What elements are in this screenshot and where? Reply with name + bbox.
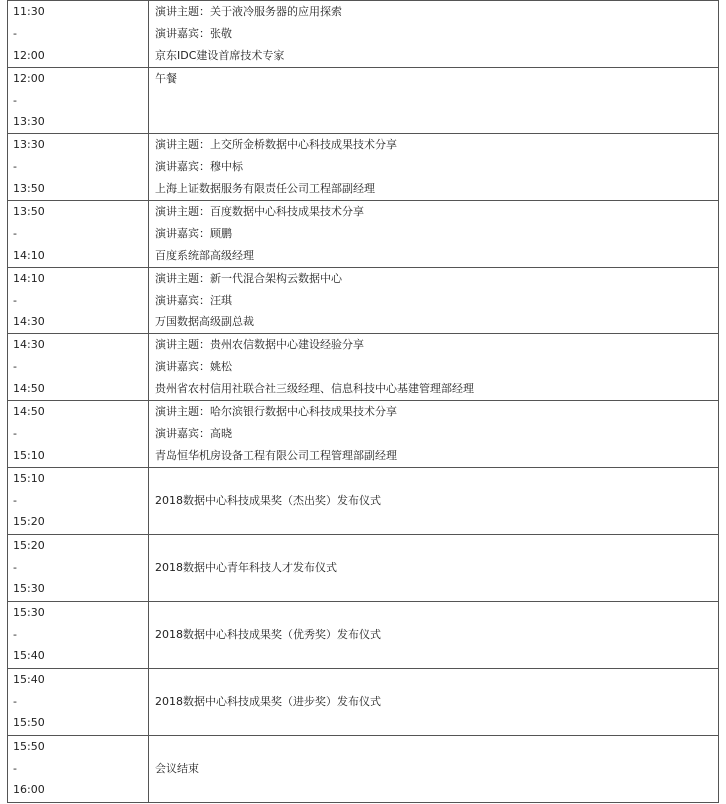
speaker-title: 百度系统部高级经理 xyxy=(155,248,254,262)
time-separator: - xyxy=(13,26,17,40)
start-time: 15:50 xyxy=(13,739,45,753)
end-time: 14:30 xyxy=(13,315,45,329)
time-separator: - xyxy=(13,761,17,775)
detail-cell xyxy=(149,668,719,735)
agenda-row xyxy=(8,735,719,802)
detail-cell xyxy=(149,401,719,468)
start-time: 15:10 xyxy=(13,471,45,485)
talk-speaker: 演讲嘉宾：张敬 xyxy=(155,26,232,40)
session-label: 2018数据中心科技成果奖（优秀奖）发布仪式 xyxy=(155,627,381,641)
time-cell xyxy=(8,134,149,201)
start-time: 13:50 xyxy=(13,205,45,219)
end-time: 14:10 xyxy=(13,248,45,262)
end-time: 13:50 xyxy=(13,182,45,196)
time-separator: - xyxy=(13,426,17,440)
time-separator: - xyxy=(13,627,17,641)
talk-topic: 演讲主题：新一代混合架构云数据中心 xyxy=(155,271,342,285)
time-cell xyxy=(8,334,149,401)
agenda-row xyxy=(8,534,719,601)
detail-cell xyxy=(149,267,719,334)
end-time: 15:50 xyxy=(13,716,45,730)
talk-speaker: 演讲嘉宾：顾鹏 xyxy=(155,226,232,240)
end-time: 12:00 xyxy=(13,48,45,62)
detail-cell xyxy=(149,467,719,534)
speaker-title: 上海上证数据服务有限责任公司工程部副经理 xyxy=(155,182,375,196)
time-separator: - xyxy=(13,160,17,174)
detail-cell xyxy=(149,134,719,201)
speaker-title: 贵州省农村信用社联合社三级经理、信息科技中心基建管理部经理 xyxy=(155,382,474,396)
start-time: 14:10 xyxy=(13,271,45,285)
speaker-title: 万国数据高级副总裁 xyxy=(155,315,254,329)
agenda-row xyxy=(8,668,719,735)
talk-topic: 演讲主题：哈尔滨银行数据中心科技成果技术分享 xyxy=(155,405,397,419)
talk-speaker: 演讲嘉宾：姚松 xyxy=(155,360,232,374)
start-time: 12:00 xyxy=(13,71,45,85)
end-time: 14:50 xyxy=(13,382,45,396)
time-cell xyxy=(8,67,149,134)
end-time: 15:20 xyxy=(13,515,45,529)
agenda-row xyxy=(8,134,719,201)
end-time: 13:30 xyxy=(13,115,45,129)
time-separator: - xyxy=(13,560,17,574)
end-time: 15:10 xyxy=(13,448,45,462)
agenda-row xyxy=(8,201,719,268)
agenda-row xyxy=(8,334,719,401)
session-label: 会议结束 xyxy=(155,761,199,775)
session-label: 2018数据中心青年科技人才发布仪式 xyxy=(155,560,337,574)
start-time: 14:50 xyxy=(13,405,45,419)
talk-topic: 演讲主题：关于液冷服务器的应用探索 xyxy=(155,5,342,18)
time-cell xyxy=(8,267,149,334)
agenda-table xyxy=(7,0,719,803)
time-cell xyxy=(8,534,149,601)
time-separator: - xyxy=(13,360,17,374)
time-separator: - xyxy=(13,93,17,107)
detail-cell xyxy=(149,67,719,134)
agenda-row xyxy=(8,401,719,468)
session-label: 午餐 xyxy=(155,71,177,85)
talk-topic: 演讲主题：贵州农信数据中心建设经验分享 xyxy=(155,338,364,352)
start-time: 15:30 xyxy=(13,605,45,619)
agenda-row xyxy=(8,601,719,668)
time-separator: - xyxy=(13,694,17,708)
talk-speaker: 演讲嘉宾：汪琪 xyxy=(155,293,232,307)
detail-cell xyxy=(149,534,719,601)
detail-cell xyxy=(149,201,719,268)
session-label: 2018数据中心科技成果奖（进步奖）发布仪式 xyxy=(155,694,381,708)
agenda-row xyxy=(8,467,719,534)
time-cell xyxy=(8,1,149,68)
detail-cell xyxy=(149,735,719,802)
session-label: 2018数据中心科技成果奖（杰出奖）发布仪式 xyxy=(155,493,381,507)
speaker-title: 青岛恒华机房设备工程有限公司工程管理部副经理 xyxy=(155,448,397,462)
detail-cell xyxy=(149,601,719,668)
talk-speaker: 演讲嘉宾：穆中标 xyxy=(155,160,243,174)
end-time: 15:30 xyxy=(13,582,45,596)
talk-topic: 演讲主题：百度数据中心科技成果技术分享 xyxy=(155,205,364,219)
start-time: 14:30 xyxy=(13,338,45,352)
time-cell xyxy=(8,601,149,668)
start-time: 11:30 xyxy=(13,5,45,18)
time-cell xyxy=(8,735,149,802)
agenda-row xyxy=(8,267,719,334)
start-time: 15:40 xyxy=(13,672,45,686)
time-separator: - xyxy=(13,226,17,240)
detail-cell xyxy=(149,1,719,68)
time-cell xyxy=(8,201,149,268)
time-separator: - xyxy=(13,293,17,307)
detail-cell xyxy=(149,334,719,401)
agenda-row xyxy=(8,1,719,68)
time-separator: - xyxy=(13,493,17,507)
end-time: 16:00 xyxy=(13,783,45,797)
time-cell xyxy=(8,668,149,735)
agenda-row xyxy=(8,67,719,134)
talk-topic: 演讲主题：上交所金桥数据中心科技成果技术分享 xyxy=(155,138,397,152)
talk-speaker: 演讲嘉宾：高晓 xyxy=(155,426,232,440)
end-time: 15:40 xyxy=(13,649,45,663)
start-time: 13:30 xyxy=(13,138,45,152)
speaker-title: 京东IDC建设首席技术专家 xyxy=(155,48,285,62)
time-cell xyxy=(8,401,149,468)
start-time: 15:20 xyxy=(13,538,45,552)
time-cell xyxy=(8,467,149,534)
